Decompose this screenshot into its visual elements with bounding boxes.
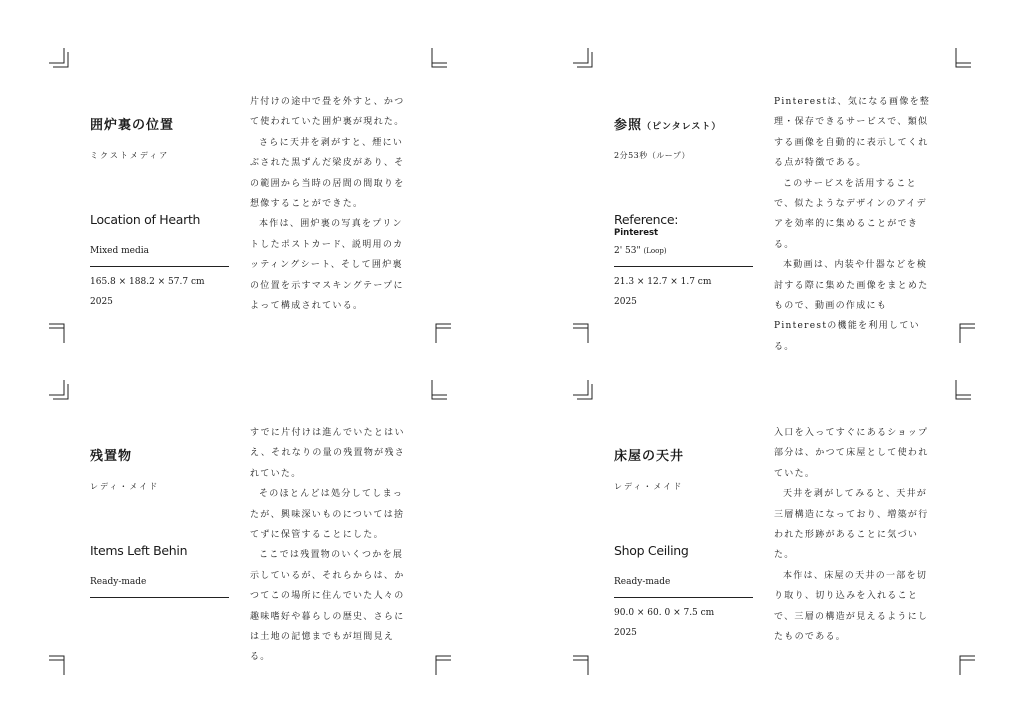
- jp-title: 囲炉裏の位置: [90, 118, 175, 133]
- jp-medium: ミクストメディア: [90, 151, 170, 160]
- paragraph: すでに片付けは進んでいたとはいえ、それなりの量の残置物が残されていた。: [250, 428, 406, 479]
- paragraph: 天井を剥がしてみると、天井が三層構造になっており、増築が行われた形跡があることに気づいた。: [774, 489, 929, 561]
- en-medium: Mixed media: [90, 246, 149, 256]
- crop-mark: [956, 380, 971, 399]
- description: [774, 92, 934, 357]
- paragraph: 入口を入ってすぐにあるショップ部分は、かつて床屋として使われていた。: [774, 428, 929, 479]
- description: [774, 423, 934, 647]
- crop-mark: [956, 48, 971, 67]
- en-title: Shop Ceiling: [614, 543, 689, 558]
- crop-mark: [432, 48, 447, 67]
- jp-medium: レディ・メイド: [90, 482, 160, 491]
- description: [250, 423, 410, 668]
- paragraph: ここでは残置物のいくつかを展示しているが、それらからは、かつてこの場所に住んでいた人々の趣味嗜好や暮らしの歴史、さらには土地の記憶までもが垣間見える。: [250, 550, 405, 663]
- paragraph: 片付けの途中で畳を外すと、かつて使われていた囲炉裏が現れた。: [250, 97, 405, 128]
- en-medium: 2' 53" (Loop): [614, 246, 667, 256]
- paragraph: このサービスを活用することで、似たようなデザインのアイデアを効率的に集めることができる。: [774, 178, 927, 250]
- en-title-sub: Pinterest: [614, 228, 659, 238]
- jp-medium: 2分53秒（ループ）: [614, 151, 690, 160]
- dimensions: 21.3 × 12.7 × 1.7 cm: [614, 277, 712, 287]
- crop-mark: [573, 380, 592, 399]
- description: [250, 92, 410, 316]
- jp-title: 参照（ピンタレスト）: [614, 118, 722, 133]
- en-title: Reference:: [614, 212, 679, 227]
- paragraph: さらに天井を剥がすと、煙にいぶされた黒ずんだ梁皮があり、その範囲から当時の居間の間取りを想像することができた。: [250, 137, 405, 210]
- year: 2025: [90, 297, 113, 307]
- paragraph: そのほとんどは処分してしまったが、興味深いものについては捨てずに保管することにした。: [250, 489, 405, 541]
- crop-mark: [432, 380, 447, 399]
- caption-card-location-of-hearth: [49, 74, 439, 364]
- year: 2025: [614, 628, 637, 638]
- jp-title: 床屋の天井: [614, 449, 685, 464]
- en-medium: Ready-made: [90, 577, 147, 587]
- crop-mark: [49, 380, 68, 399]
- divider: [614, 597, 753, 598]
- caption-card-shop-ceiling: [573, 405, 963, 695]
- caption-card-items-left-behind: [49, 405, 439, 695]
- jp-title: 残置物: [90, 449, 133, 464]
- crop-mark: [49, 48, 68, 67]
- divider: [90, 597, 229, 598]
- paragraph: Pinterestは、気になる画像を整理・保存できるサービスで、類似する画像を自動的に表示してくれる点が特徴である。: [774, 97, 931, 169]
- crop-mark: [573, 48, 592, 67]
- en-title: Items Left Behin: [90, 543, 188, 558]
- en-title: Location of Hearth: [90, 212, 201, 227]
- divider: [614, 266, 753, 267]
- dimensions: 165.8 × 188.2 × 57.7 cm: [90, 277, 205, 287]
- year: 2025: [614, 297, 637, 307]
- en-medium: Ready-made: [614, 577, 671, 587]
- caption-card-reference-pinterest: [573, 74, 963, 364]
- paragraph: 本作は、床屋の天井の一部を切り取り、切り込みを入れることで、三層の構造が見えるようにしたものである。: [774, 570, 929, 643]
- paragraph: 本動画は、内装や什器などを検討する際に集めた画像をまとめたもので、動画の作成にもPinterestの機能を利用している。: [774, 260, 929, 352]
- jp-medium: レディ・メイド: [614, 482, 684, 491]
- paragraph: 本作は、囲炉裏の写真をプリントしたポストカード、説明用のカッティングシート、そして囲炉裏の位置を示すマスキングテープによって構成されている。: [250, 219, 404, 312]
- divider: [90, 266, 229, 267]
- dimensions: 90.0 × 60. 0 × 7.5 cm: [614, 608, 715, 618]
